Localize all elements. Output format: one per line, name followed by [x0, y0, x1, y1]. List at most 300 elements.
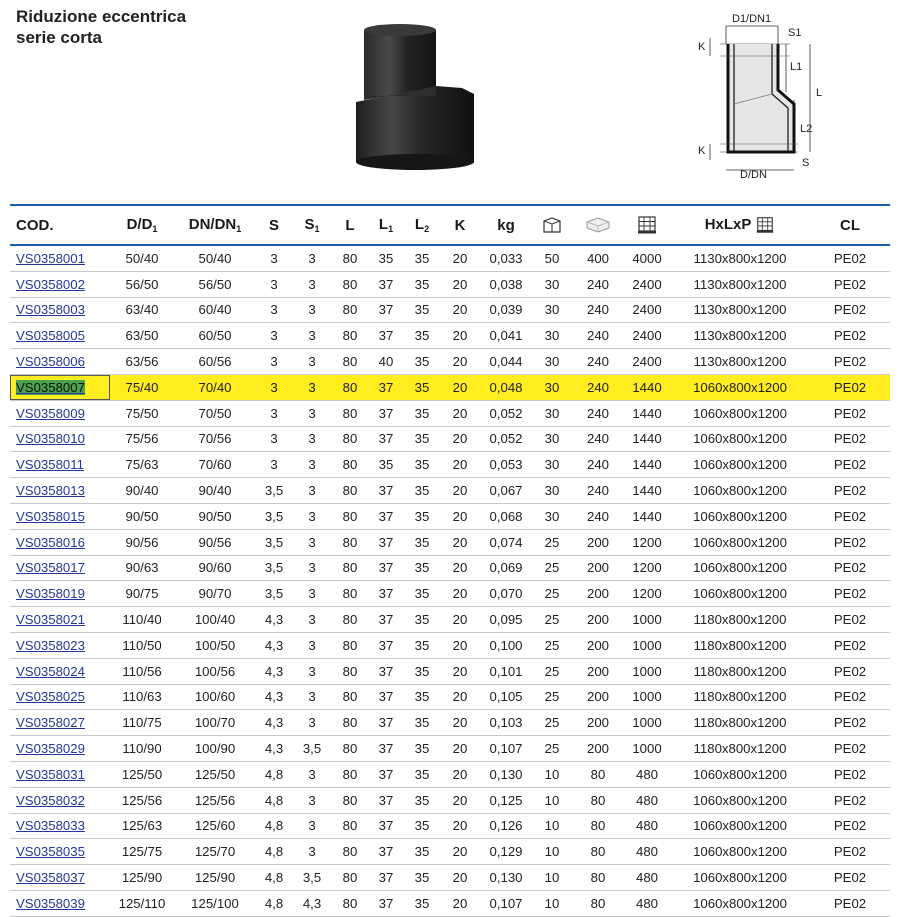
table-row	[10, 581, 890, 607]
table-row	[10, 426, 890, 452]
cell-l: 80	[332, 658, 368, 684]
cell-kg: 0,130	[480, 865, 532, 891]
cell-class: PE02	[810, 374, 890, 400]
product-code-link[interactable]: VS0358019	[16, 586, 85, 602]
cell-l: 80	[332, 710, 368, 736]
cell-code[interactable]	[10, 374, 110, 400]
cell-kg: 0,041	[480, 323, 532, 349]
cell-l1: 37	[368, 865, 404, 891]
cell-s1: 3	[292, 529, 332, 555]
cell-pallet-dimensions: 1180x800x1200	[670, 736, 810, 762]
cell-pieces-per-layer: 240	[572, 452, 624, 478]
cell-pallet-dimensions: 1060x800x1200	[670, 400, 810, 426]
cell-d-d1: 63/40	[110, 297, 174, 323]
cell-pallet-dimensions: 1130x800x1200	[670, 271, 810, 297]
cell-k: 20	[440, 478, 480, 504]
product-code-link[interactable]: VS0358024	[16, 663, 85, 679]
cell-pieces-per-pallet: 1000	[624, 710, 670, 736]
product-code-link[interactable]: VS0358023	[16, 637, 85, 653]
pallet-icon	[636, 215, 658, 235]
cell-d-d1: 125/63	[110, 813, 174, 839]
header-pallet	[624, 205, 670, 245]
product-code-link[interactable]: VS0358011	[16, 457, 84, 473]
cell-code[interactable]	[10, 632, 110, 658]
cell-k: 20	[440, 865, 480, 891]
cell-dn-dn1: 100/56	[174, 658, 256, 684]
cell-pieces-per-pallet: 480	[624, 890, 670, 916]
cell-dn-dn1: 125/90	[174, 865, 256, 891]
cell-code[interactable]	[10, 658, 110, 684]
cell-code[interactable]	[10, 761, 110, 787]
cell-pieces-per-pallet: 1000	[624, 658, 670, 684]
cell-d-d1: 90/40	[110, 478, 174, 504]
cell-l2: 35	[404, 503, 440, 529]
product-code-link[interactable]: VS0358017	[16, 560, 85, 576]
cell-l1: 37	[368, 787, 404, 813]
cell-pieces-per-box: 25	[532, 632, 572, 658]
cell-pieces-per-box: 25	[532, 607, 572, 633]
technical-drawing	[690, 4, 850, 182]
cell-s1: 3	[292, 271, 332, 297]
table-row	[10, 452, 890, 478]
cell-s: 4,3	[256, 684, 292, 710]
cell-code[interactable]	[10, 865, 110, 891]
label-l1: L1	[790, 61, 803, 73]
cell-d-d1: 56/50	[110, 271, 174, 297]
cell-pallet-dimensions: 1060x800x1200	[670, 787, 810, 813]
cell-pallet-dimensions: 1180x800x1200	[670, 710, 810, 736]
cell-code[interactable]	[10, 787, 110, 813]
cell-class: PE02	[810, 890, 890, 916]
cell-k: 20	[440, 374, 480, 400]
header-box	[532, 205, 572, 245]
header-s1-text: S	[304, 216, 315, 233]
cell-code[interactable]	[10, 607, 110, 633]
cell-pieces-per-pallet: 480	[624, 813, 670, 839]
cell-class: PE02	[810, 349, 890, 375]
cell-s1: 3	[292, 478, 332, 504]
cell-l1: 37	[368, 890, 404, 916]
cell-class: PE02	[810, 478, 890, 504]
cell-pallet-dimensions: 1060x800x1200	[670, 452, 810, 478]
product-code-link[interactable]: VS0358027	[16, 715, 85, 731]
cell-l: 80	[332, 374, 368, 400]
product-code-link[interactable]: VS0358025	[16, 689, 85, 705]
product-code-link[interactable]: VS0358016	[16, 534, 85, 550]
cell-code[interactable]	[10, 400, 110, 426]
cell-k: 20	[440, 632, 480, 658]
cell-class: PE02	[810, 581, 890, 607]
cell-kg: 0,126	[480, 813, 532, 839]
table-row	[10, 658, 890, 684]
cell-pieces-per-layer: 200	[572, 684, 624, 710]
label-s1: S1	[788, 27, 802, 39]
header-d-d1	[110, 205, 174, 245]
cell-d-d1: 110/56	[110, 658, 174, 684]
cell-kg: 0,038	[480, 271, 532, 297]
cell-l1: 35	[368, 452, 404, 478]
cell-d-d1: 125/56	[110, 787, 174, 813]
cell-l: 80	[332, 452, 368, 478]
cell-k: 20	[440, 555, 480, 581]
cell-pallet-dimensions: 1060x800x1200	[670, 761, 810, 787]
cell-k: 20	[440, 503, 480, 529]
product-code-link[interactable]: VS0358010	[16, 431, 85, 447]
cell-l: 80	[332, 349, 368, 375]
cell-pieces-per-pallet: 1440	[624, 452, 670, 478]
cell-s: 4,8	[256, 890, 292, 916]
table-body	[10, 245, 890, 916]
cell-l: 80	[332, 839, 368, 865]
cell-s1: 3	[292, 426, 332, 452]
table-row	[10, 839, 890, 865]
product-code-link[interactable]: VS0358002	[16, 276, 85, 292]
cell-d-d1: 50/40	[110, 245, 174, 271]
product-code-link[interactable]: VS0358029	[16, 741, 85, 757]
cell-pieces-per-pallet: 1440	[624, 400, 670, 426]
cell-l1: 37	[368, 426, 404, 452]
cell-dn-dn1: 60/56	[174, 349, 256, 375]
table-row	[10, 245, 890, 271]
product-code-link[interactable]: VS0358001	[16, 250, 85, 266]
cell-s1: 3	[292, 787, 332, 813]
cell-dn-dn1: 90/70	[174, 581, 256, 607]
cell-s: 3	[256, 374, 292, 400]
cell-d-d1: 110/40	[110, 607, 174, 633]
cell-k: 20	[440, 710, 480, 736]
cell-k: 20	[440, 323, 480, 349]
header-l1	[368, 205, 404, 245]
cell-dn-dn1: 90/40	[174, 478, 256, 504]
cell-class: PE02	[810, 555, 890, 581]
cell-pieces-per-pallet: 1440	[624, 503, 670, 529]
cell-kg: 0,107	[480, 890, 532, 916]
product-code-link[interactable]: VS0358007	[16, 379, 85, 395]
cell-l: 80	[332, 555, 368, 581]
cell-pieces-per-layer: 200	[572, 529, 624, 555]
cell-pieces-per-box: 25	[532, 529, 572, 555]
product-code-link[interactable]: VS0358005	[16, 328, 85, 344]
cell-code[interactable]	[10, 478, 110, 504]
cell-dn-dn1: 125/50	[174, 761, 256, 787]
cell-l2: 35	[404, 632, 440, 658]
cell-pieces-per-pallet: 1000	[624, 632, 670, 658]
cell-d-d1: 75/63	[110, 452, 174, 478]
cell-l1: 40	[368, 349, 404, 375]
cell-kg: 0,103	[480, 710, 532, 736]
header-kg: kg	[480, 205, 532, 245]
cell-l2: 35	[404, 426, 440, 452]
cell-l: 80	[332, 865, 368, 891]
cell-class: PE02	[810, 710, 890, 736]
product-table	[10, 204, 890, 917]
cell-pieces-per-layer: 200	[572, 607, 624, 633]
cell-pieces-per-box: 30	[532, 349, 572, 375]
cell-pallet-dimensions: 1060x800x1200	[670, 813, 810, 839]
cell-pieces-per-layer: 240	[572, 400, 624, 426]
cell-pieces-per-layer: 80	[572, 761, 624, 787]
cell-dn-dn1: 125/70	[174, 839, 256, 865]
cell-code[interactable]	[10, 581, 110, 607]
table-row	[10, 607, 890, 633]
table-row	[10, 478, 890, 504]
cell-dn-dn1: 90/50	[174, 503, 256, 529]
cell-pieces-per-box: 10	[532, 865, 572, 891]
product-code-link[interactable]: VS0358009	[16, 405, 85, 421]
cell-pieces-per-pallet: 1440	[624, 478, 670, 504]
cell-s1: 3	[292, 607, 332, 633]
cell-pieces-per-box: 30	[532, 271, 572, 297]
cell-pallet-dimensions: 1060x800x1200	[670, 478, 810, 504]
cell-s: 3	[256, 297, 292, 323]
cell-kg: 0,044	[480, 349, 532, 375]
cell-dn-dn1: 56/50	[174, 271, 256, 297]
cell-code[interactable]	[10, 813, 110, 839]
cell-code[interactable]	[10, 839, 110, 865]
cell-pieces-per-pallet: 1000	[624, 607, 670, 633]
cell-code[interactable]	[10, 426, 110, 452]
header-l2-text: L	[414, 216, 425, 233]
table-row	[10, 684, 890, 710]
cell-dn-dn1: 100/70	[174, 710, 256, 736]
table-row	[10, 349, 890, 375]
header-k: K	[440, 205, 480, 245]
table-row	[10, 787, 890, 813]
cell-code[interactable]	[10, 890, 110, 916]
cell-s1: 3	[292, 710, 332, 736]
cell-pallet-dimensions: 1180x800x1200	[670, 684, 810, 710]
cell-l: 80	[332, 529, 368, 555]
cell-s1: 4,3	[292, 890, 332, 916]
cell-l1: 37	[368, 400, 404, 426]
product-code-link[interactable]: VS0358015	[16, 508, 85, 524]
cell-pieces-per-pallet: 480	[624, 865, 670, 891]
product-code-link[interactable]: VS0358035	[16, 844, 85, 860]
cell-pieces-per-pallet: 1440	[624, 374, 670, 400]
table-row	[10, 555, 890, 581]
cell-pieces-per-pallet: 2400	[624, 297, 670, 323]
cell-k: 20	[440, 736, 480, 762]
cell-class: PE02	[810, 761, 890, 787]
cell-class: PE02	[810, 839, 890, 865]
table-header-row	[10, 205, 890, 245]
cell-l2: 35	[404, 736, 440, 762]
cell-pieces-per-box: 30	[532, 374, 572, 400]
cell-code[interactable]	[10, 297, 110, 323]
cell-class: PE02	[810, 271, 890, 297]
cell-l1: 37	[368, 684, 404, 710]
header-dn-dn1	[174, 205, 256, 245]
cell-l: 80	[332, 632, 368, 658]
product-code-link[interactable]: VS0358031	[16, 766, 85, 782]
cell-d-d1: 110/63	[110, 684, 174, 710]
cell-dn-dn1: 125/56	[174, 787, 256, 813]
cell-l: 80	[332, 761, 368, 787]
cell-pieces-per-box: 10	[532, 761, 572, 787]
header-cod: COD.	[10, 205, 110, 245]
cell-dn-dn1: 60/40	[174, 297, 256, 323]
cell-l1: 37	[368, 736, 404, 762]
cell-class: PE02	[810, 658, 890, 684]
cell-class: PE02	[810, 245, 890, 271]
cell-class: PE02	[810, 452, 890, 478]
cell-pieces-per-layer: 240	[572, 297, 624, 323]
cell-l: 80	[332, 297, 368, 323]
cell-dn-dn1: 125/100	[174, 890, 256, 916]
cell-l2: 35	[404, 761, 440, 787]
table-row	[10, 529, 890, 555]
product-code-link[interactable]: VS0358039	[16, 895, 85, 911]
cell-class: PE02	[810, 813, 890, 839]
header-l: L	[332, 205, 368, 245]
cell-kg: 0,070	[480, 581, 532, 607]
cell-d-d1: 75/40	[110, 374, 174, 400]
header-s1-sub: 1	[314, 224, 320, 234]
cell-l2: 35	[404, 658, 440, 684]
cell-kg: 0,052	[480, 400, 532, 426]
cell-code[interactable]	[10, 736, 110, 762]
pallet-layer-icon	[585, 216, 611, 234]
cell-pallet-dimensions: 1130x800x1200	[670, 349, 810, 375]
cell-d-d1: 125/75	[110, 839, 174, 865]
cell-kg: 0,107	[480, 736, 532, 762]
cell-d-d1: 90/75	[110, 581, 174, 607]
cell-l: 80	[332, 581, 368, 607]
product-code-link[interactable]: VS0358013	[16, 483, 85, 499]
table-row	[10, 632, 890, 658]
product-code-link[interactable]: VS0358021	[16, 612, 85, 628]
cell-s1: 3	[292, 658, 332, 684]
cell-l2: 35	[404, 890, 440, 916]
cell-d-d1: 110/50	[110, 632, 174, 658]
cell-l1: 37	[368, 710, 404, 736]
cell-dn-dn1: 70/50	[174, 400, 256, 426]
label-d1-dn1: D1/DN1	[732, 13, 772, 25]
cell-l: 80	[332, 684, 368, 710]
label-k-top: K	[698, 41, 706, 53]
cell-s: 3,5	[256, 581, 292, 607]
cell-pieces-per-layer: 200	[572, 632, 624, 658]
cell-pieces-per-pallet: 1200	[624, 529, 670, 555]
product-code-link[interactable]: VS0358032	[16, 792, 85, 808]
cell-s1: 3	[292, 349, 332, 375]
label-l: L	[816, 87, 823, 99]
cell-pallet-dimensions: 1180x800x1200	[670, 658, 810, 684]
cell-class: PE02	[810, 787, 890, 813]
cell-pallet-dimensions: 1060x800x1200	[670, 374, 810, 400]
cell-k: 20	[440, 581, 480, 607]
cell-code[interactable]	[10, 349, 110, 375]
cell-d-d1: 90/56	[110, 529, 174, 555]
cell-kg: 0,100	[480, 632, 532, 658]
cell-kg: 0,069	[480, 555, 532, 581]
cell-class: PE02	[810, 684, 890, 710]
cell-class: PE02	[810, 323, 890, 349]
cell-pieces-per-layer: 200	[572, 710, 624, 736]
cell-kg: 0,052	[480, 426, 532, 452]
cell-pieces-per-box: 30	[532, 452, 572, 478]
cell-s1: 3,5	[292, 736, 332, 762]
cell-l1: 37	[368, 503, 404, 529]
cell-code[interactable]	[10, 323, 110, 349]
cell-pallet-dimensions: 1060x800x1200	[670, 581, 810, 607]
cell-kg: 0,048	[480, 374, 532, 400]
cell-code[interactable]	[10, 710, 110, 736]
cell-l: 80	[332, 890, 368, 916]
cell-s: 4,8	[256, 813, 292, 839]
cell-code[interactable]	[10, 245, 110, 271]
cell-l2: 35	[404, 839, 440, 865]
cell-l: 80	[332, 271, 368, 297]
cell-pieces-per-box: 25	[532, 658, 572, 684]
cell-d-d1: 110/75	[110, 710, 174, 736]
cell-pieces-per-layer: 200	[572, 555, 624, 581]
header-dn-text: DN/DN	[188, 216, 237, 233]
cell-code[interactable]	[10, 271, 110, 297]
cell-s: 4,8	[256, 761, 292, 787]
cell-dn-dn1: 100/50	[174, 632, 256, 658]
header-hxlxp	[670, 205, 810, 245]
cell-l: 80	[332, 736, 368, 762]
cell-s: 3,5	[256, 503, 292, 529]
product-code-link[interactable]: VS0358037	[16, 870, 85, 886]
cell-d-d1: 110/90	[110, 736, 174, 762]
cell-s: 3	[256, 452, 292, 478]
cell-s1: 3	[292, 503, 332, 529]
cell-pieces-per-pallet: 480	[624, 839, 670, 865]
header-dn-sub: 1	[236, 224, 242, 234]
cell-code[interactable]	[10, 684, 110, 710]
label-s: S	[802, 157, 810, 169]
label-k-bottom: K	[698, 145, 706, 157]
cell-pieces-per-pallet: 1440	[624, 426, 670, 452]
cell-d-d1: 75/56	[110, 426, 174, 452]
cell-l: 80	[332, 607, 368, 633]
cell-s1: 3,5	[292, 865, 332, 891]
cell-l1: 37	[368, 581, 404, 607]
cell-code[interactable]	[10, 503, 110, 529]
cell-l1: 37	[368, 271, 404, 297]
cell-pallet-dimensions: 1060x800x1200	[670, 555, 810, 581]
cell-kg: 0,129	[480, 839, 532, 865]
cell-l2: 35	[404, 271, 440, 297]
cell-l2: 35	[404, 529, 440, 555]
cell-pieces-per-pallet: 1000	[624, 684, 670, 710]
cell-s1: 3	[292, 813, 332, 839]
cell-s1: 3	[292, 684, 332, 710]
cell-dn-dn1: 90/56	[174, 529, 256, 555]
product-code-link[interactable]: VS0358006	[16, 354, 85, 370]
cell-pieces-per-box: 30	[532, 503, 572, 529]
cell-pieces-per-layer: 240	[572, 374, 624, 400]
cell-pieces-per-box: 50	[532, 245, 572, 271]
cell-pieces-per-layer: 80	[572, 839, 624, 865]
header-l1-sub: 1	[388, 224, 394, 234]
cell-pieces-per-layer: 240	[572, 426, 624, 452]
cell-class: PE02	[810, 607, 890, 633]
cell-code[interactable]	[10, 555, 110, 581]
cell-dn-dn1: 70/56	[174, 426, 256, 452]
cell-code[interactable]	[10, 529, 110, 555]
product-code-link[interactable]: VS0358033	[16, 818, 85, 834]
cell-l1: 35	[368, 245, 404, 271]
product-code-link[interactable]: VS0358003	[16, 302, 85, 318]
cell-pieces-per-box: 30	[532, 297, 572, 323]
cell-code[interactable]	[10, 452, 110, 478]
cell-pieces-per-box: 25	[532, 736, 572, 762]
cell-l2: 35	[404, 374, 440, 400]
cell-dn-dn1: 100/90	[174, 736, 256, 762]
